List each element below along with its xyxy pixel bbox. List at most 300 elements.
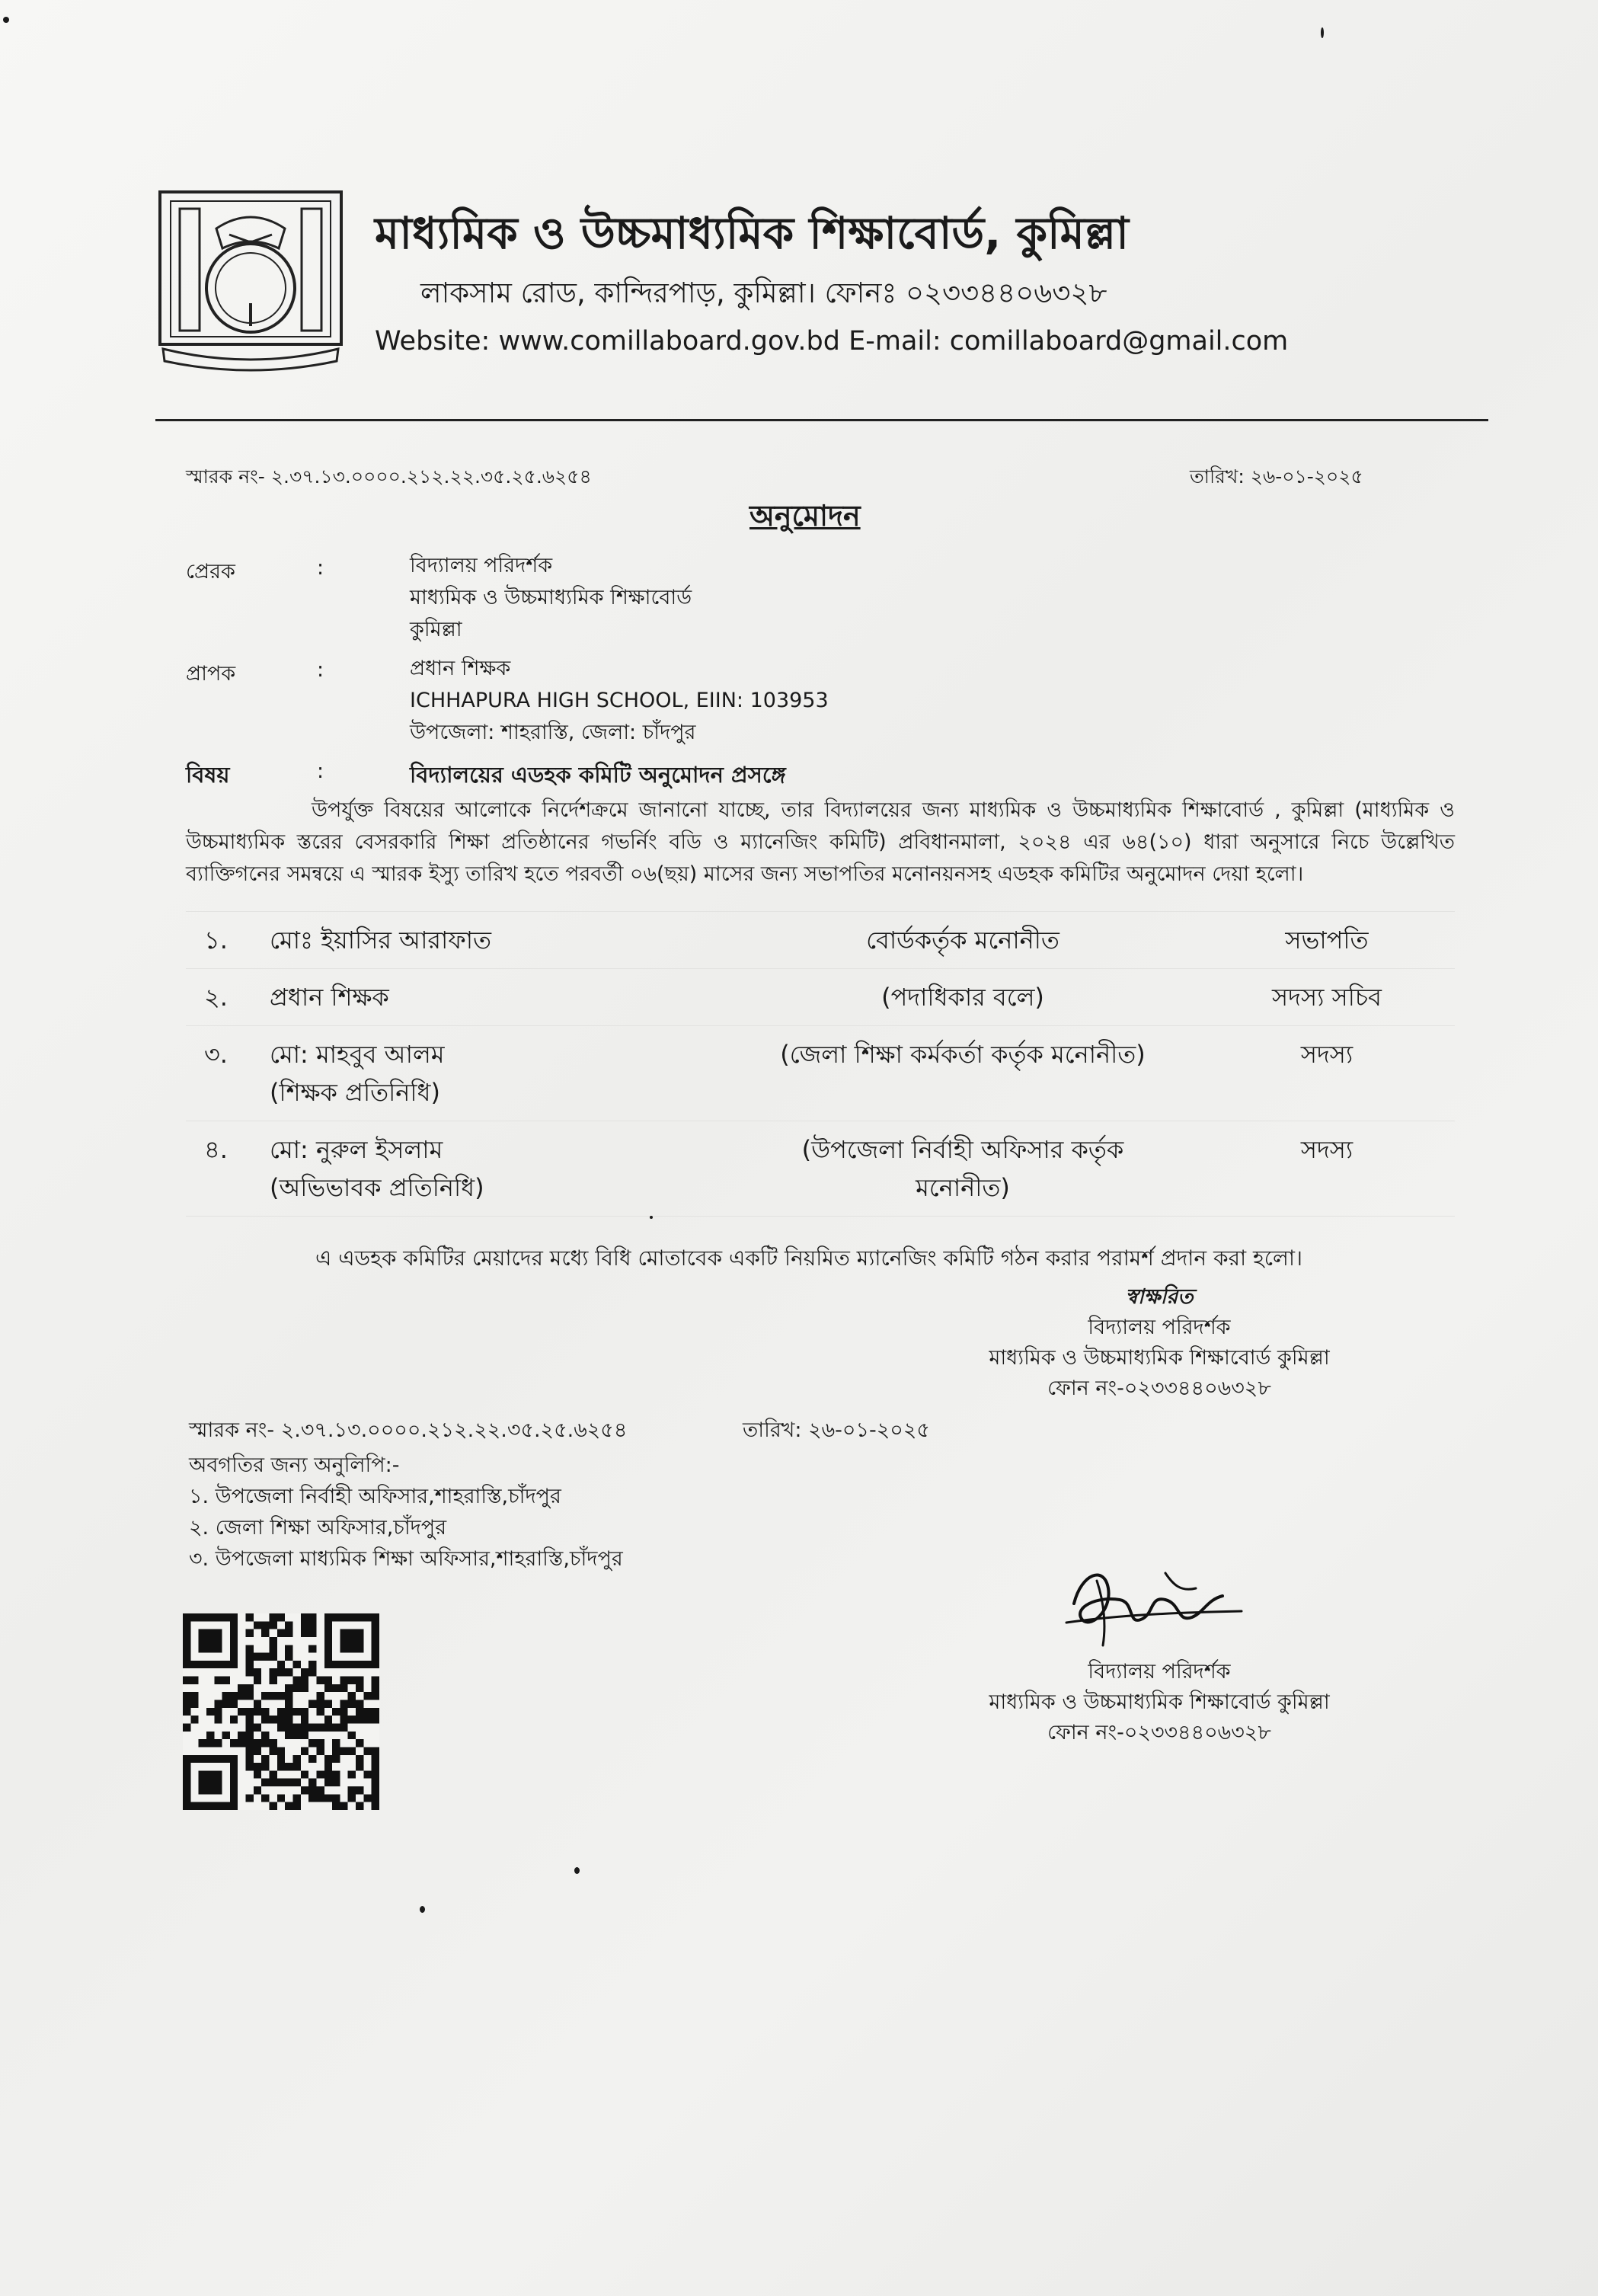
qr-module xyxy=(301,1747,308,1754)
qr-module xyxy=(261,1708,269,1716)
qr-module xyxy=(316,1770,324,1778)
qr-module xyxy=(308,1723,316,1731)
qr-module xyxy=(285,1779,292,1786)
qr-module xyxy=(372,1770,379,1778)
member-name: প্রধান শিক্ষক xyxy=(270,983,389,1012)
qr-module xyxy=(277,1779,285,1786)
qr-module xyxy=(254,1723,261,1731)
qr-module xyxy=(230,1700,238,1708)
qr-module xyxy=(372,1794,379,1802)
qr-module xyxy=(222,1732,230,1739)
qr-module xyxy=(230,1739,238,1747)
qr-module xyxy=(285,1629,292,1637)
qr-module xyxy=(316,1708,324,1716)
board-address: লাকসাম রোড, কান্দিরপাড়, কুমিল্লা। ফোনঃ ০২৩৩৪৪০৬৩২৮ xyxy=(420,277,1107,309)
qr-module xyxy=(214,1700,222,1708)
sender-colon: : xyxy=(317,556,324,580)
qr-module xyxy=(183,1700,190,1708)
qr-module xyxy=(254,1621,261,1629)
qr-module xyxy=(261,1732,269,1739)
signatory-designation: বিদ্যালয় পরিদর্শক xyxy=(1088,1660,1231,1684)
qr-module xyxy=(270,1692,277,1700)
qr-module xyxy=(261,1621,269,1629)
sender-line: কুমিল্লা xyxy=(410,618,462,641)
qr-module xyxy=(340,1700,347,1708)
qr-module xyxy=(254,1763,261,1770)
qr-module xyxy=(270,1770,277,1778)
qr-module xyxy=(285,1653,292,1661)
member-role-cell xyxy=(727,1121,1199,1217)
qr-module xyxy=(308,1779,316,1786)
qr-module xyxy=(292,1755,300,1763)
qr-module xyxy=(356,1739,363,1747)
qr-module xyxy=(277,1763,285,1770)
qr-module xyxy=(183,1677,190,1684)
qr-module xyxy=(246,1723,254,1731)
qr-module xyxy=(270,1613,277,1621)
signatory-designation: বিদ্যালয় পরিদর্শক xyxy=(1088,1316,1231,1339)
qr-module xyxy=(222,1677,230,1684)
qr-module xyxy=(324,1763,332,1770)
qr-module xyxy=(199,1739,206,1747)
qr-module xyxy=(246,1794,254,1802)
qr-module xyxy=(332,1747,340,1754)
qr-module xyxy=(301,1684,308,1692)
qr-module xyxy=(261,1716,269,1723)
subject-label: বিষয় xyxy=(186,762,230,788)
qr-module xyxy=(246,1763,254,1770)
recipient-line: ICHHAPURA HIGH SCHOOL, EIIN: 103953 xyxy=(410,689,829,712)
qr-module xyxy=(340,1747,347,1754)
scan-speck xyxy=(574,1867,580,1874)
qr-module xyxy=(270,1637,277,1645)
qr-module xyxy=(372,1779,379,1786)
qr-module xyxy=(372,1692,379,1700)
qr-module xyxy=(301,1770,308,1778)
qr-module xyxy=(254,1653,261,1661)
qr-module xyxy=(356,1763,363,1770)
qr-module xyxy=(356,1716,363,1723)
copy-heading: অবগতির জন্য অনুলিপি:- xyxy=(189,1453,400,1477)
qr-module xyxy=(206,1732,214,1739)
qr-module xyxy=(308,1621,316,1629)
qr-module xyxy=(254,1739,261,1747)
qr-module xyxy=(372,1677,379,1684)
qr-module xyxy=(292,1723,300,1731)
qr-module xyxy=(246,1692,254,1700)
qr-module xyxy=(356,1786,363,1794)
qr-module xyxy=(301,1786,308,1794)
qr-module xyxy=(324,1723,332,1731)
qr-module xyxy=(324,1684,332,1692)
qr-module xyxy=(261,1779,269,1786)
qr-module xyxy=(261,1629,269,1637)
sender-label: প্রেরক xyxy=(186,560,235,584)
subject-colon: : xyxy=(317,759,324,783)
qr-module xyxy=(316,1677,324,1684)
qr-module xyxy=(356,1684,363,1692)
qr-module xyxy=(214,1677,222,1684)
final-signature-block xyxy=(961,1657,1357,1748)
qr-module xyxy=(230,1692,238,1700)
sender-lines xyxy=(410,550,692,646)
qr-module xyxy=(324,1716,332,1723)
qr-module xyxy=(277,1708,285,1716)
board-seal-emblem-icon xyxy=(157,189,344,372)
qr-module xyxy=(285,1716,292,1723)
member-role: (জেলা শিক্ষা কর্মকর্তা কর্তৃক মনোনীত) xyxy=(780,1040,1146,1069)
qr-module xyxy=(372,1684,379,1692)
qr-module xyxy=(254,1708,261,1716)
qr-module xyxy=(190,1716,198,1723)
qr-module xyxy=(214,1708,222,1716)
qr-module xyxy=(254,1668,261,1676)
qr-module xyxy=(222,1700,230,1708)
qr-module xyxy=(261,1739,269,1747)
signed-label: স্বাক্ষরিত xyxy=(1125,1285,1194,1309)
member-role: বোর্ডকর্তৃক মনোনীত xyxy=(866,926,1059,955)
qr-module xyxy=(356,1802,363,1810)
qr-module xyxy=(372,1708,379,1716)
member-role: (পদাধিকার বলে) xyxy=(881,983,1044,1012)
member-name: মো: নুরুল ইসলাম xyxy=(270,1135,443,1164)
qr-module xyxy=(190,1677,198,1684)
qr-module xyxy=(285,1708,292,1716)
qr-module xyxy=(372,1716,379,1723)
qr-module xyxy=(332,1708,340,1716)
member-role-cell xyxy=(727,912,1199,969)
qr-module xyxy=(270,1621,277,1629)
qr-module xyxy=(246,1684,254,1692)
qr-module xyxy=(285,1684,292,1692)
qr-module xyxy=(324,1770,332,1778)
qr-module xyxy=(316,1692,324,1700)
qr-module xyxy=(199,1629,222,1653)
qr-module xyxy=(246,1653,254,1661)
recipient-colon: : xyxy=(317,658,324,682)
qr-module xyxy=(356,1700,363,1708)
qr-module xyxy=(316,1786,324,1794)
qr-module xyxy=(356,1755,363,1763)
board-title: মাধ্যমিক ও উচ্চমাধ্যমিক শিক্ষাবোর্ড, কুমিল্লা xyxy=(375,207,1129,259)
qr-module xyxy=(340,1629,363,1653)
qr-module xyxy=(348,1770,356,1778)
recipient-line: উপজেলা: শাহরাস্তি, জেলা: চাঁদপুর xyxy=(410,721,696,744)
qr-module xyxy=(277,1716,285,1723)
qr-module xyxy=(301,1613,308,1621)
qr-module xyxy=(238,1732,245,1739)
qr-module xyxy=(348,1677,356,1684)
member-name-cell xyxy=(270,969,727,1026)
qr-module xyxy=(301,1732,308,1739)
memo-date: তারিখ: ২৬-০১-২০২৫ xyxy=(1190,465,1363,488)
qr-module xyxy=(348,1794,356,1802)
qr-module xyxy=(363,1708,371,1716)
qr-module xyxy=(332,1779,340,1786)
table-row xyxy=(186,1121,1455,1217)
qr-module xyxy=(316,1723,324,1731)
recipient-label: প্রাপক xyxy=(186,662,236,686)
qr-module xyxy=(316,1794,324,1802)
qr-module xyxy=(285,1692,292,1700)
member-role-continued: মনোনীত) xyxy=(916,1173,1010,1202)
qr-module xyxy=(340,1716,347,1723)
qr-module xyxy=(301,1723,308,1731)
qr-module xyxy=(246,1732,254,1739)
qr-module xyxy=(222,1692,230,1700)
qr-module xyxy=(292,1763,300,1770)
qr-module xyxy=(292,1677,300,1684)
qr-module xyxy=(254,1747,261,1754)
member-name-note: (অভিভাবক প্রতিনিধি) xyxy=(270,1173,484,1202)
qr-module xyxy=(308,1668,316,1676)
qr-module xyxy=(206,1739,214,1747)
qr-module xyxy=(292,1684,300,1692)
board-web-contact: Website: www.comillaboard.gov.bd E-mail: comillaboard@gmail.com xyxy=(375,326,1289,357)
qr-module xyxy=(363,1692,371,1700)
list-item: ৩. উপজেলা মাধ্যমিক শিক্ষা অফিসার,শাহরাস্তি,চাঁদপুর xyxy=(189,1547,623,1571)
qr-module xyxy=(246,1645,254,1652)
qr-module xyxy=(301,1621,308,1629)
copy-date: তারিখ: ২৬-০১-২০২৫ xyxy=(743,1418,930,1442)
qr-module xyxy=(332,1755,340,1763)
qr-module xyxy=(277,1747,285,1754)
qr-module xyxy=(324,1794,332,1802)
qr-module xyxy=(246,1755,254,1763)
qr-module xyxy=(356,1708,363,1716)
qr-module xyxy=(340,1684,347,1692)
qr-module xyxy=(308,1700,316,1708)
member-name: মোঃ ইয়াসির আরাফাত xyxy=(270,926,491,955)
body-paragraph: উপর্যুক্ত বিষয়ের আলোকে নির্দেশক্রমে জানানো যাচ্ছে, তার বিদ্যালয়ের জন্য মাধ্যমিক ও উচ্চমাধ্যমিক শিক্ষাবোর্ড , কুমিল্লা (মাধ্যমিক ও উচ্চমাধ্যমিক স্তরের বেসরকারি শিক্ষা প্রতিষ্ঠানের গভর্নিং বডি ও ম্যানেজিং কমিটি) প্রবিধানমালা, ২০২৪ এর ৬৪(১০) ধারা অনুসারে নিচে উল্লেখিত ব্যাক্তিগনের সমন্বয়ে এ স্মারক ইস্যু তারিখ হতে পরবর্তী ০৬(ছয়) মাসের জন্য সভাপতির মনোনয়নসহ এডহক কমিটির অনুমোদন দেয়া হলো। xyxy=(186,798,1455,886)
qr-module xyxy=(261,1763,269,1770)
member-name-cell xyxy=(270,1121,727,1217)
member-number: ২. xyxy=(186,969,270,1026)
copy-memo-number: স্মারক নং- ২.৩৭.১৩.০০০০.২১২.২২.৩৫.২৫.৬২৫৪ xyxy=(189,1418,628,1442)
qr-module xyxy=(270,1779,277,1786)
qr-module xyxy=(332,1802,340,1810)
qr-module xyxy=(190,1692,198,1700)
qr-module xyxy=(292,1802,300,1810)
scan-speck xyxy=(1321,27,1324,38)
member-name-cell xyxy=(270,1026,727,1121)
qr-module xyxy=(270,1668,277,1676)
signature-block xyxy=(961,1282,1357,1404)
qr-module xyxy=(363,1794,371,1802)
qr-module xyxy=(301,1668,308,1676)
members-table xyxy=(186,911,1455,1217)
qr-module xyxy=(238,1684,245,1692)
qr-module xyxy=(270,1677,277,1684)
qr-module xyxy=(308,1661,316,1668)
qr-module xyxy=(372,1786,379,1794)
qr-module xyxy=(277,1629,285,1637)
qr-module xyxy=(372,1802,379,1810)
signatory-office: মাধ্যমিক ও উচ্চমাধ্যমিক শিক্ষাবোর্ড কুমিল্লা xyxy=(989,1346,1330,1370)
member-number: ১. xyxy=(186,912,270,969)
signatory-phone: ফোন নং-০২৩৩৪৪০৬৩২৮ xyxy=(1047,1377,1271,1400)
recipient-lines xyxy=(410,653,829,749)
qr-module xyxy=(261,1794,269,1802)
qr-module xyxy=(246,1668,254,1676)
handwritten-signature-icon xyxy=(1051,1558,1249,1657)
qr-module xyxy=(348,1786,356,1794)
qr-module xyxy=(332,1794,340,1802)
qr-module xyxy=(270,1653,277,1661)
subject-text: বিদ্যালয়ের এডহক কমিটি অনুমোদন প্রসঙ্গে xyxy=(410,762,786,788)
qr-module xyxy=(277,1661,285,1668)
qr-module xyxy=(230,1716,238,1723)
qr-module xyxy=(285,1668,292,1676)
qr-module xyxy=(270,1716,277,1723)
qr-module xyxy=(363,1747,371,1754)
header-divider xyxy=(155,419,1488,421)
qr-module xyxy=(332,1739,340,1747)
qr-module xyxy=(348,1692,356,1700)
qr-module xyxy=(348,1747,356,1754)
scan-speck xyxy=(420,1906,425,1913)
qr-module xyxy=(348,1732,356,1739)
qr-module xyxy=(261,1755,269,1763)
qr-module xyxy=(246,1716,254,1723)
qr-module xyxy=(348,1700,356,1708)
qr-module xyxy=(254,1770,261,1778)
qr-module xyxy=(270,1747,277,1754)
qr-module xyxy=(270,1645,277,1652)
qr-module xyxy=(308,1755,316,1763)
qr-module xyxy=(277,1755,285,1763)
sender-line: বিদ্যালয় পরিদর্শক xyxy=(410,554,553,577)
qr-module xyxy=(324,1779,332,1786)
qr-module xyxy=(246,1661,254,1668)
qr-module xyxy=(238,1739,245,1747)
sender-line: মাধ্যমিক ও উচ্চমাধ্যমিক শিক্ষাবোর্ড xyxy=(410,586,692,609)
qr-module xyxy=(301,1708,308,1716)
qr-module xyxy=(308,1794,316,1802)
member-position: সদস্য xyxy=(1199,1026,1455,1121)
member-position: সভাপতি xyxy=(1199,912,1455,969)
qr-module xyxy=(285,1732,292,1739)
qr-module xyxy=(214,1716,222,1723)
qr-module xyxy=(308,1739,316,1747)
qr-module xyxy=(316,1747,324,1754)
qr-module xyxy=(254,1677,261,1684)
qr-module xyxy=(246,1629,254,1637)
member-name-cell xyxy=(270,912,727,969)
member-name: মো: মাহবুব আলম xyxy=(270,1040,445,1069)
qr-module xyxy=(356,1677,363,1684)
qr-module xyxy=(292,1794,300,1802)
qr-module xyxy=(285,1621,292,1629)
qr-module xyxy=(340,1708,347,1716)
qr-code-icon xyxy=(183,1613,379,1810)
list-item: ২. জেলা শিক্ষা অফিসার,চাঁদপুর xyxy=(189,1516,447,1540)
member-role-cell xyxy=(727,969,1199,1026)
qr-module xyxy=(332,1684,340,1692)
qr-module xyxy=(254,1700,261,1708)
qr-module xyxy=(332,1723,340,1731)
document-title: অনুমোদন xyxy=(749,499,861,532)
recipient-line: প্রধান শিক্ষক xyxy=(410,657,511,680)
qr-module xyxy=(372,1755,379,1763)
qr-module xyxy=(372,1747,379,1754)
member-number: ৪. xyxy=(186,1121,270,1217)
qr-module xyxy=(277,1613,285,1621)
qr-module xyxy=(292,1661,300,1668)
qr-module xyxy=(363,1770,371,1778)
qr-module xyxy=(183,1692,190,1700)
qr-module xyxy=(340,1723,347,1731)
qr-module xyxy=(292,1779,300,1786)
qr-module xyxy=(261,1653,269,1661)
scan-speck xyxy=(3,17,9,23)
qr-module xyxy=(254,1786,261,1794)
qr-module xyxy=(292,1732,300,1739)
member-role-cell xyxy=(727,1026,1199,1121)
member-position: সদস্য সচিব xyxy=(1199,969,1455,1026)
qr-module xyxy=(277,1794,285,1802)
qr-module xyxy=(324,1755,332,1763)
qr-module xyxy=(246,1613,254,1621)
qr-module xyxy=(285,1802,292,1810)
qr-module xyxy=(277,1692,285,1700)
member-name-note: (শিক্ষক প্রতিনিধি) xyxy=(270,1078,440,1107)
qr-module xyxy=(316,1700,324,1708)
table-row xyxy=(186,912,1455,969)
qr-module xyxy=(190,1700,198,1708)
qr-module xyxy=(363,1716,371,1723)
qr-module xyxy=(316,1739,324,1747)
qr-module xyxy=(246,1739,254,1747)
qr-module xyxy=(183,1723,190,1731)
member-number: ৩. xyxy=(186,1026,270,1121)
qr-module xyxy=(214,1739,222,1747)
table-row xyxy=(186,1026,1455,1121)
qr-module xyxy=(270,1802,277,1810)
qr-module xyxy=(324,1700,332,1708)
qr-module xyxy=(285,1645,292,1652)
qr-module xyxy=(308,1645,316,1652)
qr-module xyxy=(301,1629,308,1637)
qr-module xyxy=(340,1677,347,1684)
qr-module xyxy=(277,1723,285,1731)
qr-module xyxy=(308,1629,316,1637)
advice-text: এ এডহক কমিটির মেয়াদের মধ্যে বিধি মোতাবেক একটি নিয়মিত ম্যানেজিং কমিটি গঠন করার পরামর্শ প্রদান করা হলো। xyxy=(315,1246,1303,1271)
qr-module xyxy=(246,1708,254,1716)
member-position: সদস্য xyxy=(1199,1121,1455,1217)
qr-module xyxy=(340,1802,347,1810)
qr-module xyxy=(285,1700,292,1708)
qr-module xyxy=(238,1692,245,1700)
signatory-office: মাধ্যমিক ও উচ্চমাধ্যমিক শিক্ষাবোর্ড কুমিল্লা xyxy=(989,1690,1330,1714)
qr-module xyxy=(238,1708,245,1716)
qr-module xyxy=(308,1613,316,1621)
copy-list xyxy=(189,1450,623,1575)
qr-module xyxy=(292,1708,300,1716)
qr-module xyxy=(285,1763,292,1770)
qr-module xyxy=(277,1668,285,1676)
list-item: ১. উপজেলা নির্বাহী অফিসার,শাহরাস্তি,চাঁদপুর xyxy=(189,1485,561,1508)
member-role: (উপজেলা নির্বাহী অফিসার কর্তৃক xyxy=(801,1135,1124,1164)
qr-module xyxy=(308,1786,316,1794)
qr-module xyxy=(372,1763,379,1770)
qr-module xyxy=(285,1723,292,1731)
scan-speck xyxy=(650,1216,653,1219)
qr-module xyxy=(246,1747,254,1754)
table-row xyxy=(186,969,1455,1026)
qr-module xyxy=(332,1770,340,1778)
qr-module xyxy=(348,1716,356,1723)
